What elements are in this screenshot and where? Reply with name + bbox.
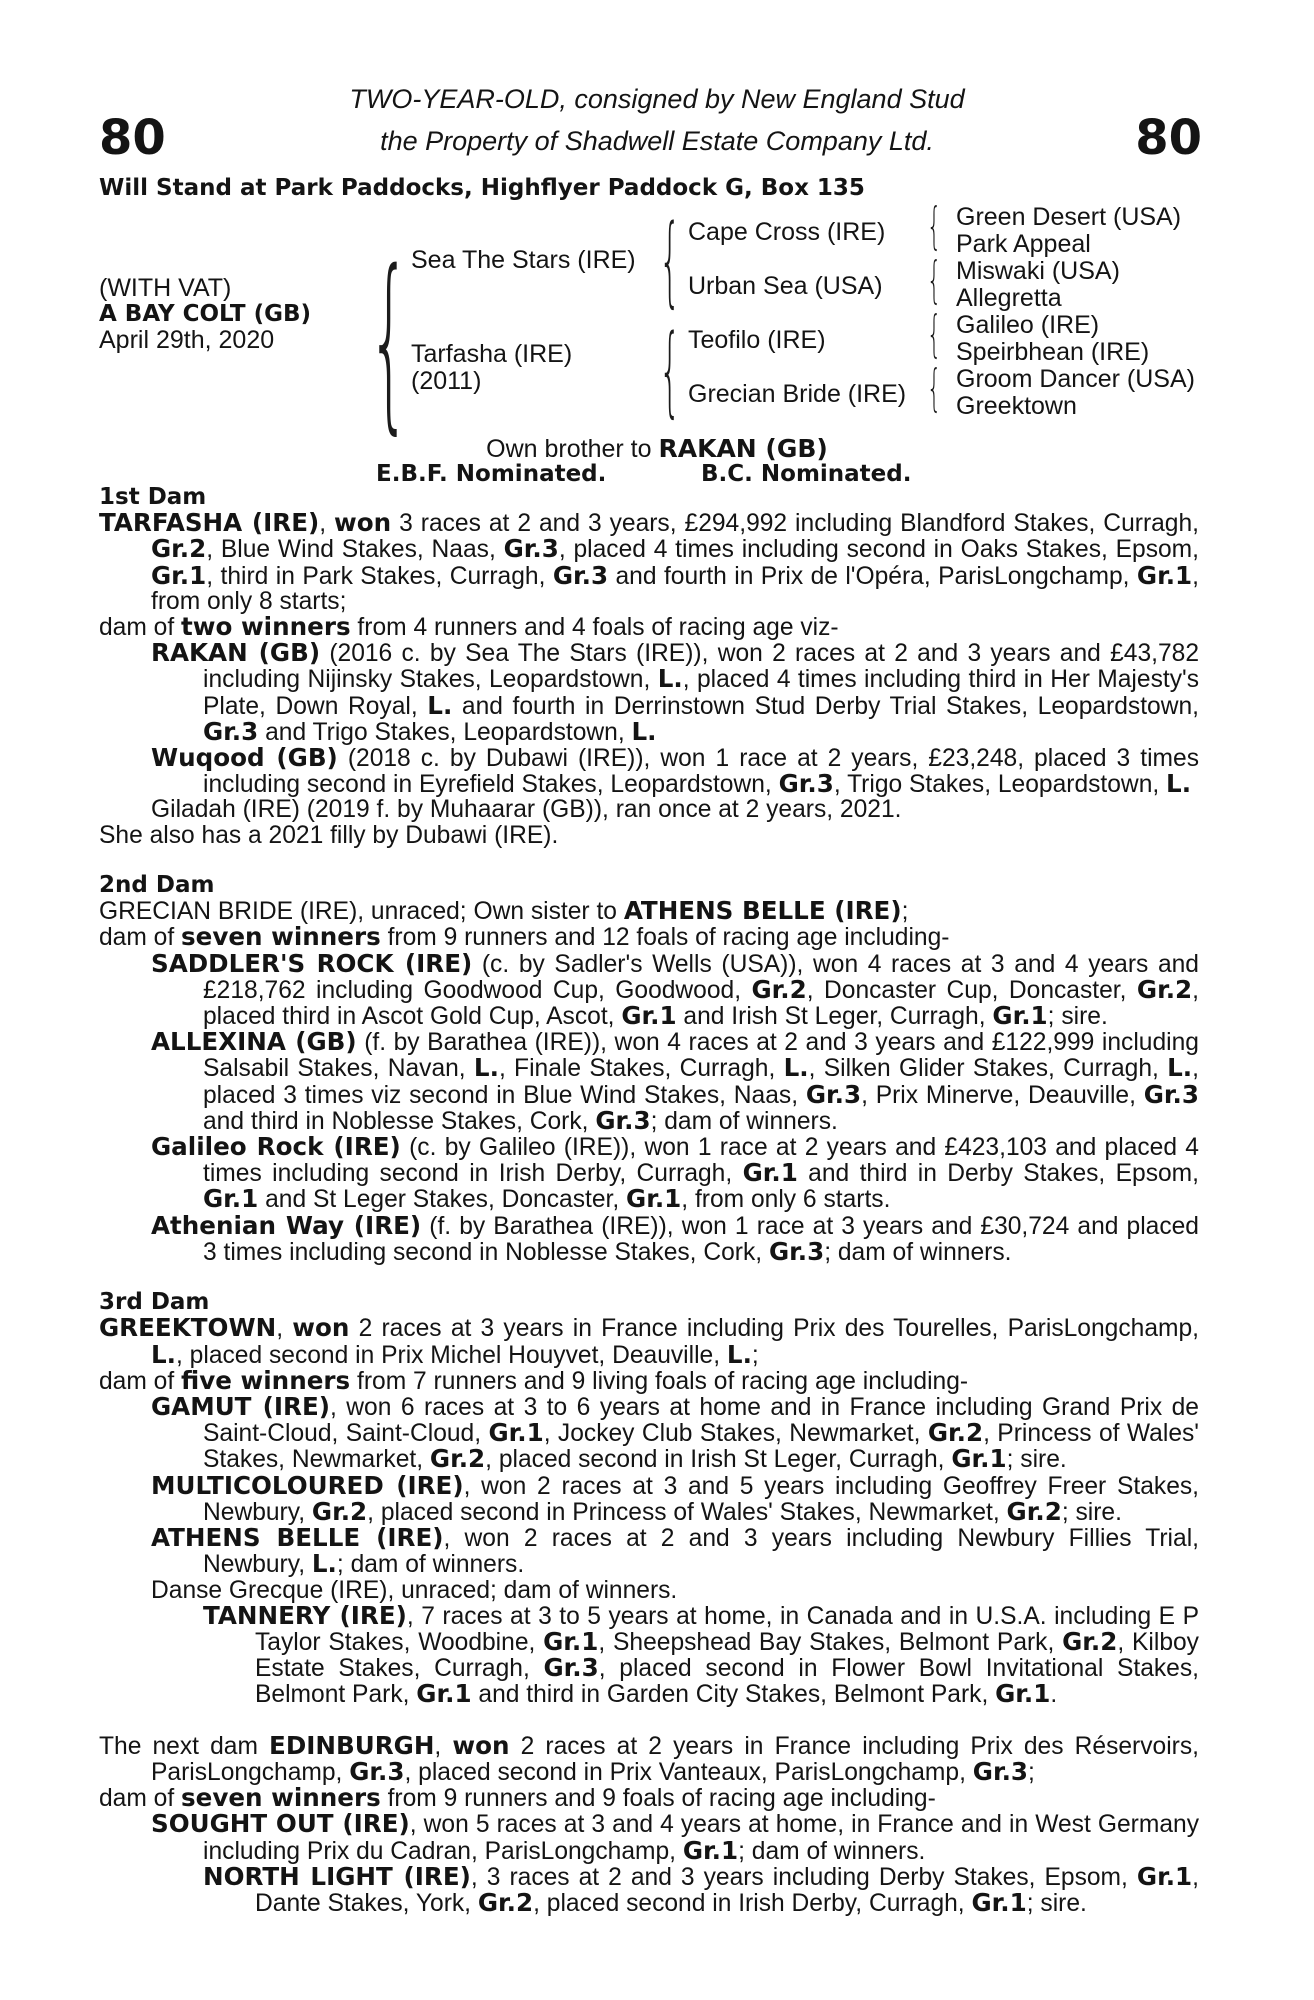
bold-run: SADDLER'S ROCK (IRE) [151, 948, 473, 978]
third-dam-produce-summary: dam of five winners from 7 runners and 9 living foals of racing age including- [99, 1365, 969, 1395]
bc-nomination: B.C. Nominated. [701, 461, 912, 487]
bold-run: TARFASHA (IRE) [99, 508, 320, 538]
bold-run: GAMUT (IRE) [151, 1392, 330, 1422]
bold-run: Gr.2 [751, 974, 807, 1004]
bold-run: TANNERY (IRE) [203, 1600, 407, 1630]
foaling-date: April 29th, 2020 [99, 326, 275, 354]
next-dam-produce-summary: dam of seven winners from 9 runners and 9 foals of racing age including- [99, 1783, 936, 1813]
bold-run: Gr.3 [972, 1756, 1029, 1786]
bold-run: L. [726, 1339, 752, 1369]
pedigree-gen3: Allegretta [956, 284, 1062, 312]
pedigree-gen3: Green Desert (USA) [956, 203, 1182, 231]
bold-run: Gr.1 [416, 1679, 472, 1709]
pedigree-brace: { [659, 204, 681, 318]
own-brother-name: RAKAN (GB) [658, 434, 828, 463]
bold-run: Gr.2 [477, 1887, 534, 1917]
bold-run: Galileo Rock (IRE) [151, 1132, 401, 1162]
bold-run: Gr.3 [1143, 1079, 1199, 1109]
produce-entry: Giladah (IRE) (2019 f. by Muhaarar (GB)), ran once at 2 years, 2021. [151, 796, 902, 824]
bold-run: two winners [181, 612, 351, 642]
bold-run: won [292, 1313, 350, 1343]
bold-run: Gr.1 [543, 1626, 599, 1656]
third-dam-heading: 3rd Dam [99, 1289, 210, 1316]
bold-run: Gr.1 [151, 560, 207, 590]
bold-run: Gr.3 [778, 769, 834, 799]
bold-run: L. [311, 1549, 337, 1579]
produce-entry: SOUGHT OUT (IRE), won 5 races at 3 and 4 years at home, in France and in West Germany including Prix du Cadran, ParisLongchamp, Gr.1; dam of winners. [151, 1809, 1199, 1865]
pedigree-gen3: Greektown [956, 392, 1077, 420]
bold-run: Gr.2 [1136, 974, 1193, 1004]
produce-entry: Athenian Way (IRE) (f. by Barathea (IRE)), won 1 race at 3 years and £30,724 and placed 3 times including second in Noblesse Stakes, Cork, Gr.3; dam of winners. [151, 1210, 1199, 1266]
bold-run: seven winners [181, 1783, 381, 1813]
pedigree-brace: { [927, 305, 942, 363]
bold-run: L. [1167, 1053, 1193, 1083]
bold-run: SOUGHT OUT (IRE) [151, 1809, 410, 1839]
pedigree-gen3: Speirbhean (IRE) [956, 338, 1150, 366]
bold-run: Gr.3 [768, 1236, 825, 1266]
bold-run: Gr.3 [503, 534, 559, 564]
bold-run: Gr.3 [543, 1653, 599, 1683]
bold-run: L. [1166, 769, 1192, 799]
bold-run: Gr.3 [203, 716, 259, 746]
bold-run: Gr.3 [349, 1756, 405, 1786]
bold-run: Gr.1 [971, 1887, 1027, 1917]
own-brother-prefix: Own brother to [486, 435, 652, 463]
bold-run: Gr.1 [1136, 560, 1193, 590]
first-dam-record: TARFASHA (IRE), won 3 races at 2 and 3 years, £294,992 including Blandford Stakes, Curragh, Gr.2, Blue Wind Stakes, Naas, Gr.3, placed 4 times including second in Oaks Stakes, Epsom, Gr.1, third in Park Stakes, Curragh, Gr.3 and fourth in Prix de l'Opéra, ParisLongchamp, Gr.1, from only 8 starts; [99, 508, 1199, 615]
pedigree-gen3: Miswaki (USA) [956, 257, 1120, 285]
bold-run: Gr.2 [1006, 1496, 1062, 1526]
second-dam-record: GRECIAN BRIDE (IRE), unraced; Own sister to ATHENS BELLE (IRE); [99, 896, 909, 926]
lot-title: A BAY COLT (GB) [99, 301, 312, 327]
produce-entry: ALLEXINA (GB) (f. by Barathea (IRE)), won 4 races at 2 and 3 years and £122,999 including Salsabil Stakes, Navan, L., Finale Stakes, Curragh, L., Silken Glider Stakes, Curragh, L., placed 3 times viz second in Blue Wind Stakes, Naas, Gr.3, Prix Minerve, Deauville, Gr.3 and third in Noblesse Stakes, Cork, Gr.3; dam of winners. [151, 1027, 1199, 1135]
produce-entry: TANNERY (IRE), 7 races at 3 to 5 years at home, in Canada and in U.S.A. including E P Taylor Stakes, Woodbine, Gr.1, Sheepshead Bay Stakes, Belmont Park, Gr.2, Kilboy Estate Stakes, Curragh, Gr.3, placed second in Flower Bowl Invitational Stakes, Belmont Park, Gr.1 and third in Garden City Stakes, Belmont Park, Gr.1. [203, 1600, 1199, 1709]
bold-run: L. [473, 1053, 499, 1083]
bold-run: Gr.3 [805, 1079, 862, 1109]
pedigree-brace: { [659, 314, 681, 428]
produce-entry: NORTH LIGHT (IRE), 3 races at 2 and 3 years including Derby Stakes, Epsom, Gr.1, Dante Stakes, York, Gr.2, placed second in Irish Derby, Curragh, Gr.1; sire. [203, 1861, 1200, 1917]
bold-run: five winners [181, 1365, 351, 1395]
lot-number-right: 80 [1135, 110, 1202, 166]
bold-run: MULTICOLOURED (IRE) [151, 1470, 464, 1500]
bold-run: GREEKTOWN [99, 1313, 277, 1343]
bold-run: Gr.3 [552, 560, 609, 590]
produce-entry: RAKAN (GB) (2016 c. by Sea The Stars (IRE)), won 2 races at 2 and 3 years and £43,782 including Nijinsky Stakes, Leopardstown, L., placed 4 times including third in Her Majesty's Plate, Down Royal, L. and fourth in Derrinstown Stud Derby Trial Stakes, Leopardstown, Gr.3 and Trigo Stakes, Leopardstown, L. [151, 638, 1199, 746]
pedigree-sire-sire: Cape Cross (IRE) [688, 218, 886, 246]
bold-run: RAKAN (GB) [151, 638, 321, 668]
pedigree-dam-year: (2011) [411, 367, 482, 395]
consignor-line: TWO-YEAR-OLD, consigned by New England Stud [349, 84, 965, 114]
bold-run: won [334, 508, 392, 538]
second-dam-produce-summary: dam of seven winners from 9 runners and 12 foals of racing age including- [99, 922, 950, 952]
bold-run: Gr.2 [151, 534, 207, 564]
bold-run: L. [783, 1053, 809, 1083]
produce-entry: ATHENS BELLE (IRE), won 2 races at 2 and 3 years including Newbury Fillies Trial, Newbury, L.; dam of winners. [151, 1523, 1199, 1579]
bold-run: ATHENS BELLE (IRE) [623, 896, 902, 926]
bold-run: L. [427, 690, 453, 720]
ebf-nomination: E.B.F. Nominated. [376, 461, 607, 487]
pedigree-brace: { [368, 230, 411, 451]
bold-run: won [452, 1730, 510, 1760]
pedigree-gen3: Groom Dancer (USA) [956, 365, 1195, 393]
bold-run: Gr.3 [595, 1105, 651, 1135]
pedigree-dam-dam: Grecian Bride (IRE) [688, 380, 907, 408]
pedigree-gen3: Park Appeal [956, 230, 1091, 258]
also-has-note: She also has a 2021 filly by Dubawi (IRE). [99, 821, 559, 849]
bold-run: Gr.1 [992, 1001, 1048, 1031]
vat-note: (WITH VAT) [99, 274, 232, 302]
bold-run: L. [151, 1339, 177, 1369]
second-dam-heading: 2nd Dam [99, 872, 215, 899]
bold-run: Wuqood (GB) [151, 743, 338, 773]
first-dam-heading: 1st Dam [99, 484, 207, 510]
pedigree-sire: Sea The Stars (IRE) [411, 246, 636, 274]
own-brother-note [0, 435, 1314, 463]
pedigree-dam-sire: Teofilo (IRE) [688, 326, 826, 354]
bold-run: Gr.1 [203, 1184, 259, 1214]
produce-entry: Galileo Rock (IRE) (c. by Galileo (IRE)), won 1 race at 2 years and £423,103 and placed 4 times including second in Irish Derby, Curragh, Gr.1 and third in Derby Stakes, Epsom, Gr.1 and St Leger Stakes, Doncaster, Gr.1, from only 6 starts. [151, 1132, 1200, 1214]
bold-run: Gr.2 [927, 1418, 984, 1448]
bold-run: L. [631, 716, 657, 746]
stand-location: Will Stand at Park Paddocks, Highflyer Paddock G, Box 135 [99, 175, 865, 201]
pedigree-brace: { [927, 251, 942, 309]
first-dam-produce-summary: dam of two winners from 4 runners and 4 foals of racing age viz- [99, 612, 839, 642]
bold-run: seven winners [181, 922, 381, 952]
next-dam-record: The next dam EDINBURGH, won 2 races at 2 years in France including Prix des Réservoirs, ParisLongchamp, Gr.3, placed second in Prix Vanteaux, ParisLongchamp, Gr.3; [99, 1730, 1199, 1786]
bold-run: Gr.1 [488, 1418, 544, 1448]
bold-run: NORTH LIGHT (IRE) [203, 1861, 471, 1891]
produce-entry: Wuqood (GB) (2018 c. by Dubawi (IRE)), won 1 race at 2 years, £23,248, placed 3 times including second in Eyrefield Stakes, Leopardstown, Gr.3, Trigo Stakes, Leopardstown, L. [151, 743, 1199, 799]
lot-number-left: 80 [99, 110, 166, 166]
bold-run: Gr.1 [621, 1001, 677, 1031]
bold-run: Gr.1 [626, 1184, 682, 1214]
produce-entry: SADDLER'S ROCK (IRE) (c. by Sadler's Wells (USA)), won 4 races at 3 and 4 years and £218,762 including Goodwood Cup, Goodwood, Gr.2, Doncaster Cup, Doncaster, Gr.2, placed third in Ascot Gold Cup, Ascot, Gr.1 and Irish St Leger, Curragh, Gr.1; sire. [151, 948, 1199, 1031]
catalogue-body [99, 485, 1199, 1916]
pedigree-gen3: Galileo (IRE) [956, 311, 1100, 339]
bold-run: ATHENS BELLE (IRE) [151, 1523, 444, 1553]
bold-run: Gr.2 [429, 1444, 486, 1474]
pedigree-brace: { [927, 359, 942, 417]
bold-run: Athenian Way (IRE) [151, 1210, 422, 1240]
produce-entry: MULTICOLOURED (IRE), won 2 races at 3 and 5 years including Geoffrey Freer Stakes, Newbury, Gr.2, placed second in Princess of Wales' Stakes, Newmarket, Gr.2; sire. [151, 1470, 1199, 1526]
bold-run: L. [657, 664, 683, 694]
pedigree-sire-dam: Urban Sea (USA) [688, 272, 883, 300]
bold-run: Gr.1 [682, 1835, 739, 1865]
property-line: the Property of Shadwell Estate Company Ltd. [380, 126, 934, 156]
bold-run: EDINBURGH [269, 1730, 435, 1760]
bold-run: Gr.2 [1062, 1626, 1118, 1656]
bold-run: ALLEXINA (GB) [151, 1027, 357, 1057]
produce-entry: GAMUT (IRE), won 6 races at 3 to 6 years at home and in France including Grand Prix de Saint-Cloud, Saint-Cloud, Gr.1, Jockey Club Stakes, Newmarket, Gr.2, Princess of Wales' Stakes, Newmarket, Gr.2, placed second in Irish St Leger, Curragh, Gr.1; sire. [151, 1392, 1199, 1474]
third-dam-record: GREEKTOWN, won 2 races at 3 years in France including Prix des Tourelles, ParisLongchamp, L., placed second in Prix Michel Houyvet, Deauville, L.; [99, 1313, 1199, 1369]
pedigree-dam: Tarfasha (IRE) [411, 340, 573, 368]
bold-run: Gr.1 [742, 1158, 798, 1188]
bold-run: Gr.1 [951, 1444, 1007, 1474]
pedigree-brace: { [927, 197, 942, 255]
bold-run: Gr.1 [1136, 1861, 1193, 1891]
bold-run: Gr.2 [311, 1496, 368, 1526]
produce-entry: Danse Grecque (IRE), unraced; dam of winners. [151, 1576, 678, 1604]
bold-run: Gr.1 [995, 1679, 1051, 1709]
